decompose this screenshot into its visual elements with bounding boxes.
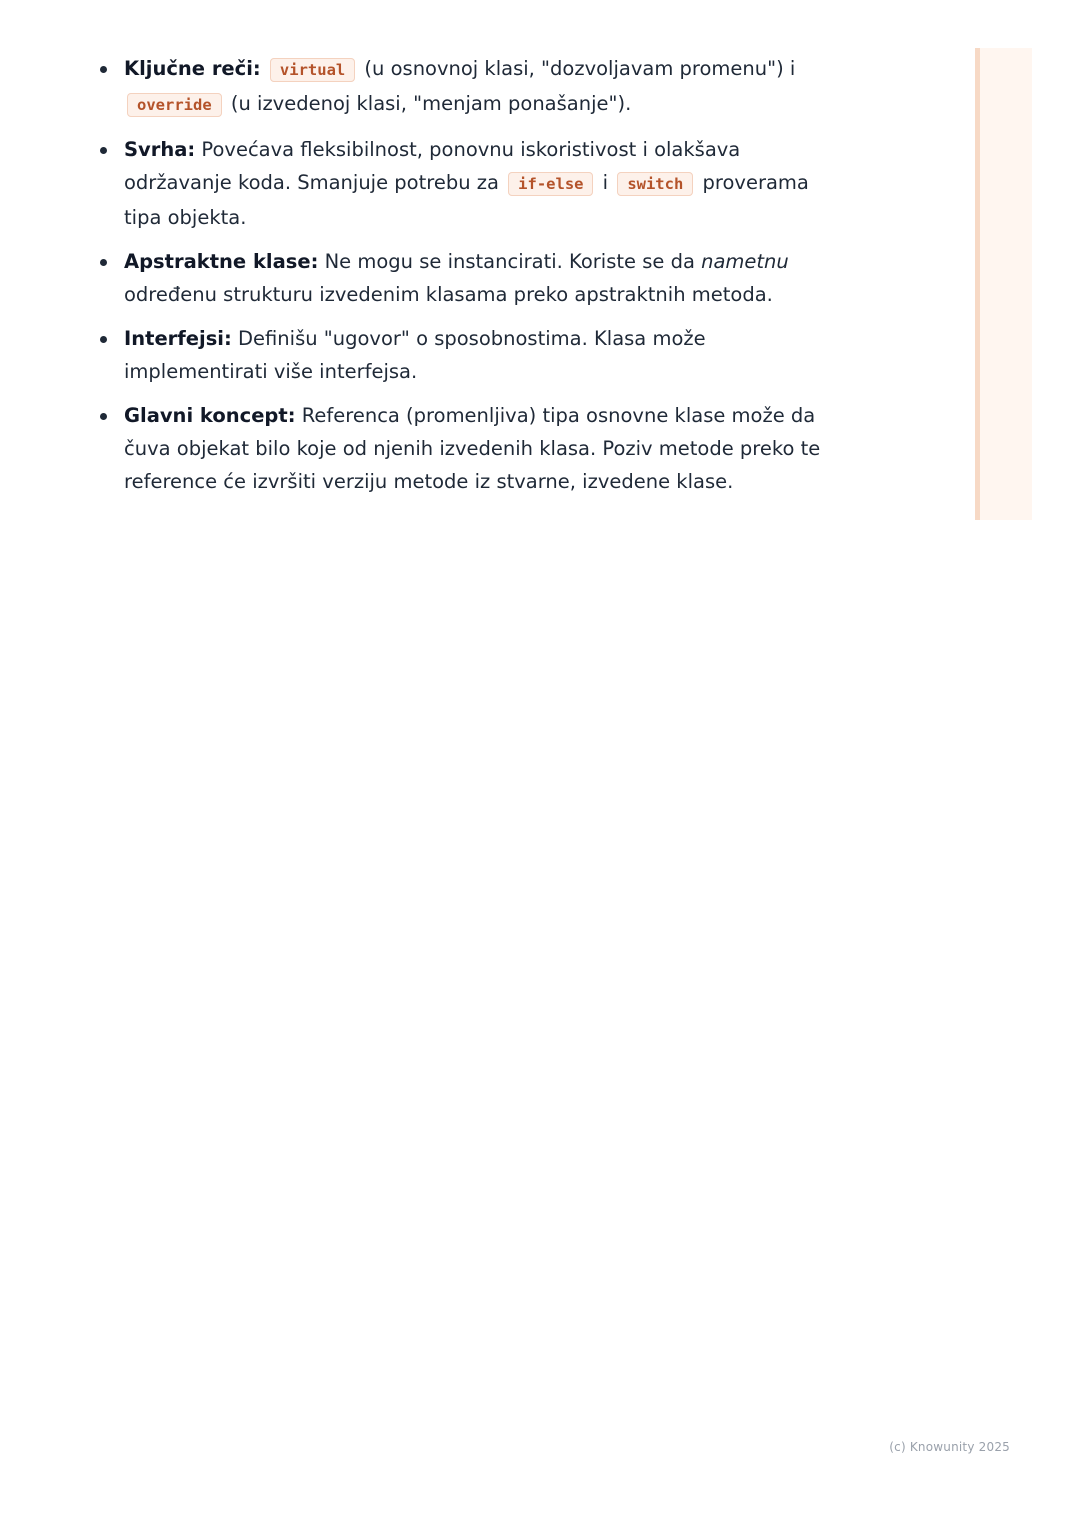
code-virtual: virtual bbox=[270, 58, 355, 82]
list-item-purpose bbox=[96, 133, 836, 234]
list-item-abstract-classes bbox=[96, 245, 836, 311]
text-main-concept-1: Referenca (promenljiva) tipa osnovne klase može da čuva objekat bilo koje od njenih izvedenih klasa. Poziv metode preko te reference će izvršiti verziju metode iz stvarne, izvedene klase. bbox=[124, 404, 821, 493]
list-item-interfaces bbox=[96, 322, 836, 388]
text-keywords-1: (u osnovnoj klasi, "dozvoljavam promenu") i bbox=[358, 57, 796, 80]
text-abstract-2: određenu strukturu izvedenim klasama preko apstraktnih metoda. bbox=[124, 283, 773, 306]
code-switch: switch bbox=[617, 172, 693, 196]
emphasis-nametnu: nametnu bbox=[701, 250, 789, 273]
text-interfaces-1: Definišu "ugovor" o sposobnostima. Klasa može implementirati više interfejsa. bbox=[124, 327, 706, 383]
term-purpose: Svrha: bbox=[124, 138, 196, 161]
decorative-accent-bar bbox=[975, 48, 1032, 520]
text-keywords-2: (u izvedenoj klasi, "menjam ponašanje"). bbox=[224, 92, 632, 115]
term-keywords: Ključne reči: bbox=[124, 57, 261, 80]
text-purpose-1: Povećava fleksibilnost, ponovnu iskoristivost i olakšava održavanje koda. Smanjuje potrebu za bbox=[124, 138, 741, 194]
text-purpose-2: i bbox=[596, 171, 615, 194]
term-abstract-classes: Apstraktne klase: bbox=[124, 250, 319, 273]
list-item-main-concept bbox=[96, 399, 836, 498]
term-interfaces: Interfejsi: bbox=[124, 327, 232, 350]
text-purpose-3: proverama tipa objekta. bbox=[124, 171, 809, 229]
code-override: override bbox=[127, 93, 222, 117]
term-main-concept: Glavni koncept: bbox=[124, 404, 296, 427]
code-if-else: if-else bbox=[508, 172, 593, 196]
list-item-keywords bbox=[96, 52, 836, 122]
bullet-list bbox=[96, 52, 836, 509]
text-abstract-1: Ne mogu se instancirati. Koriste se da bbox=[318, 250, 702, 273]
footer-copyright: (c) Knowunity 2025 bbox=[889, 1440, 1010, 1454]
